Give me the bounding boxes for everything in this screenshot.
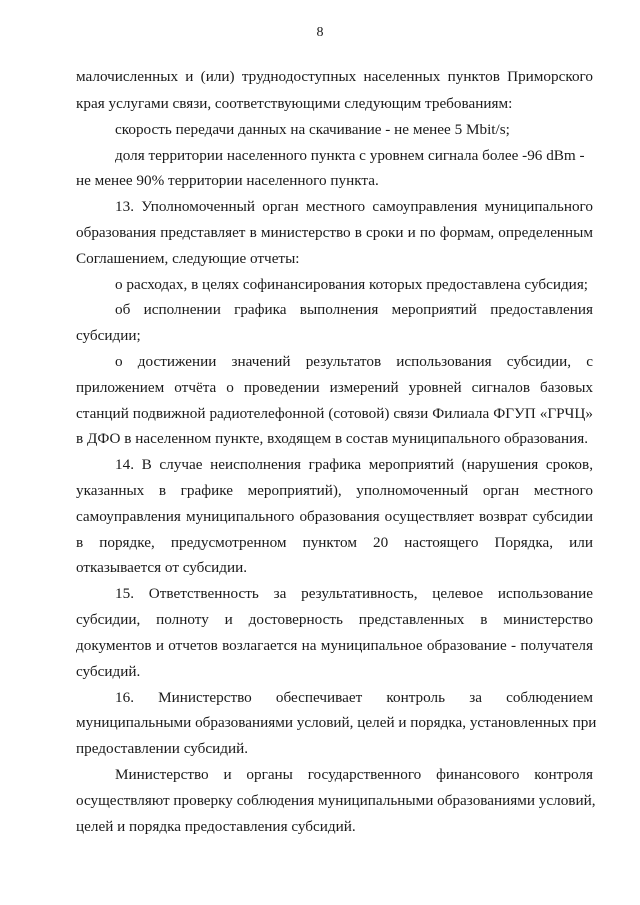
text-line: осуществляют проверку соблюдения муниципальными образованиями условий, bbox=[76, 792, 596, 809]
text-line: доля территории населенного пункта с уровнем сигнала более -96 dBm - bbox=[115, 147, 585, 164]
text-line: субсидии; bbox=[76, 327, 141, 344]
text-line: о расходах, в целях софинансирования которых предоставлена субсидия; bbox=[115, 276, 589, 293]
text-line: указанных в графике мероприятий), уполномоченный орган местного bbox=[76, 482, 593, 499]
text-line: станций подвижной радиотелефонной (сотовой) связи Филиала ФГУП «ГРЧЦ» bbox=[76, 405, 593, 422]
text-line: муниципальными образованиями условий, целей и порядка, установленных при bbox=[76, 714, 597, 731]
text-line: малочисленных и (или) труднодоступных населенных пунктов Приморского bbox=[76, 68, 593, 85]
text-line: в ДФО в населенном пункте, входящем в состав муниципального образования. bbox=[76, 430, 589, 447]
text-line: субсидий. bbox=[76, 663, 141, 680]
text-line: целей и порядка предоставления субсидий. bbox=[76, 818, 356, 835]
text-line: 14. В случае неисполнения графика мероприятий (нарушения сроков, bbox=[115, 456, 593, 473]
text-line: скорость передачи данных на скачивание - не менее 5 Mbit/s; bbox=[115, 121, 510, 138]
text-line: образования представляет в министерство в сроки и по формам, определенным bbox=[76, 224, 593, 241]
text-line: 15. Ответственность за результативность, целевое использование bbox=[115, 585, 593, 602]
text-line: об исполнении графика выполнения мероприятий предоставления bbox=[115, 301, 593, 318]
text-line: отказывается от субсидии. bbox=[76, 559, 248, 576]
text-line: 16. Министерство обеспечивает контроль за соблюдением bbox=[115, 689, 593, 706]
text-line: субсидии, полноту и достоверность представленных в министерство bbox=[76, 611, 593, 628]
text-line: документов и отчетов возлагается на муниципальное образование - получателя bbox=[76, 637, 593, 654]
page-number: 8 bbox=[316, 25, 324, 40]
text-line: Соглашением, следующие отчеты: bbox=[76, 250, 300, 267]
text-line: края услугами связи, соответствующими следующим требованиям: bbox=[76, 95, 513, 112]
text-line: в порядке, предусмотренном пунктом 20 настоящего Порядка, или bbox=[76, 534, 593, 551]
text-line: приложением отчёта о проведении измерений уровней сигналов базовых bbox=[76, 379, 593, 396]
text-line: не менее 90% территории населенного пункта. bbox=[76, 172, 379, 189]
text-line: самоуправления муниципального образования осуществляет возврат субсидии bbox=[76, 508, 593, 525]
text-line: предоставлении субсидий. bbox=[76, 740, 249, 757]
text-line: Министерство и органы государственного финансового контроля bbox=[115, 766, 593, 783]
text-line: о достижении значений результатов использования субсидии, с bbox=[115, 353, 593, 370]
text-line: 13. Уполномоченный орган местного самоуправления муниципального bbox=[115, 198, 593, 215]
